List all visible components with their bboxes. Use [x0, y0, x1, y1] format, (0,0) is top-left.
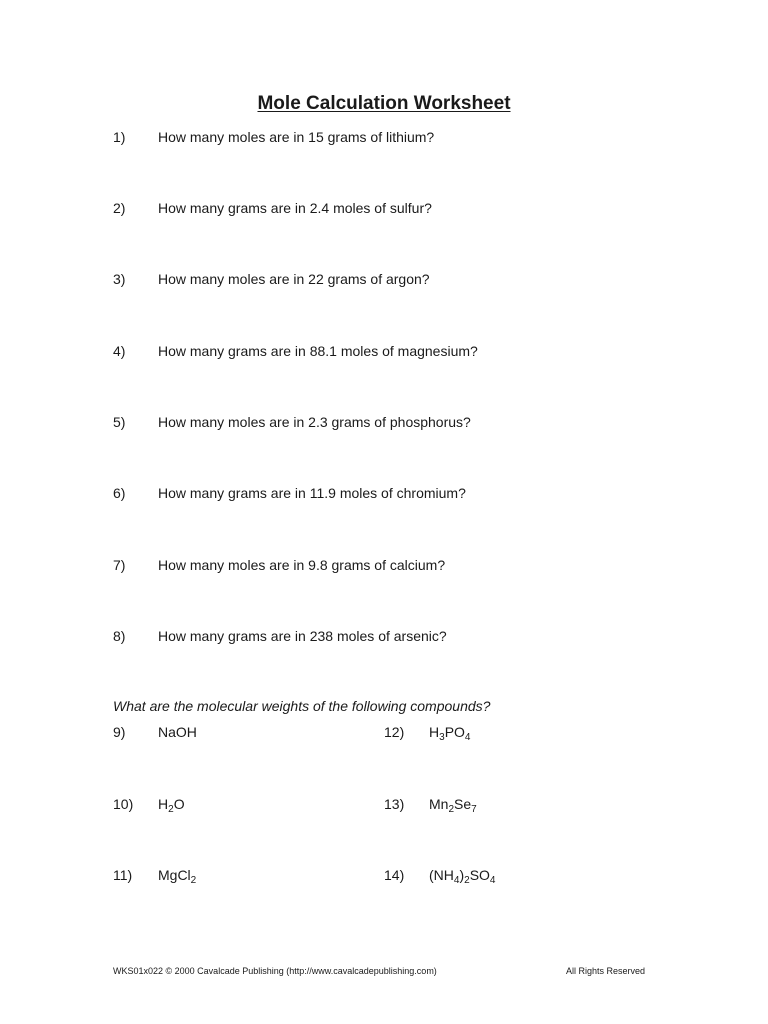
- page-title-text: Mole Calculation Worksheet: [257, 93, 511, 114]
- formula-subscript: 4: [453, 875, 460, 886]
- formula-part: H: [429, 724, 440, 740]
- footer-copyright: WKS01x022 © 2000 Cavalcade Publishing (http://www.cavalcadepublishing.com): [113, 966, 437, 976]
- question-text: How many moles are in 2.3 grams of phosphorus?: [158, 414, 471, 430]
- question-number: 1): [113, 129, 126, 145]
- formula-part: (NH: [429, 867, 454, 883]
- question-text: How many grams are in 11.9 moles of chromium?: [158, 485, 466, 501]
- formula-part: ): [459, 867, 465, 883]
- question-text: How many grams are in 238 moles of arsenic?: [158, 628, 447, 644]
- formula-part: SO: [469, 867, 490, 883]
- chemical-formula: [429, 723, 470, 741]
- formula-part: Se: [454, 796, 472, 812]
- formula-subscript: 2: [464, 875, 470, 886]
- chemical-formula: [429, 795, 477, 813]
- chemical-formula: [429, 866, 495, 884]
- question-text: How many moles are in 9.8 grams of calcium?: [158, 557, 446, 573]
- compound-instructions: What are the molecular weights of the following compounds?: [113, 698, 491, 714]
- compound-number: 12): [384, 724, 405, 740]
- formula-subscript: 2: [190, 875, 197, 886]
- page-title: [0, 93, 768, 115]
- question-number: 6): [113, 485, 126, 501]
- formula-part: PO: [444, 724, 465, 740]
- formula-part: H: [158, 796, 169, 812]
- question-number: 2): [113, 200, 126, 216]
- formula-part: NaOH: [158, 724, 197, 740]
- question-number: 3): [113, 271, 126, 287]
- formula-subscript: 2: [168, 804, 174, 815]
- question-text: How many moles are in 15 grams of lithium?: [158, 129, 435, 145]
- chemical-formula: [158, 795, 185, 813]
- question-text: How many grams are in 2.4 moles of sulfur?: [158, 200, 432, 216]
- chemical-formula: [158, 866, 196, 884]
- formula-subscript: 4: [489, 875, 496, 886]
- compound-number: 13): [384, 796, 405, 812]
- question-number: 7): [113, 557, 126, 573]
- question-number: 4): [113, 343, 126, 359]
- compound-number: 10): [113, 796, 134, 812]
- formula-part: O: [173, 796, 185, 812]
- formula-subscript: 3: [439, 732, 445, 743]
- formula-subscript: 7: [471, 804, 477, 815]
- formula-subscript: 2: [448, 804, 455, 815]
- compound-number: 14): [384, 867, 405, 883]
- footer-rights: All Rights Reserved: [566, 966, 646, 976]
- chemical-formula: [158, 723, 197, 741]
- formula-subscript: 4: [464, 732, 471, 743]
- question-text: How many grams are in 88.1 moles of magnesium?: [158, 343, 478, 359]
- question-number: 8): [113, 628, 126, 644]
- question-text: How many moles are in 22 grams of argon?: [158, 271, 430, 287]
- question-number: 5): [113, 414, 126, 430]
- formula-part: Mn: [429, 796, 449, 812]
- compound-number: 9): [113, 724, 126, 740]
- formula-part: MgCl: [158, 867, 191, 883]
- compound-number: 11): [113, 867, 133, 883]
